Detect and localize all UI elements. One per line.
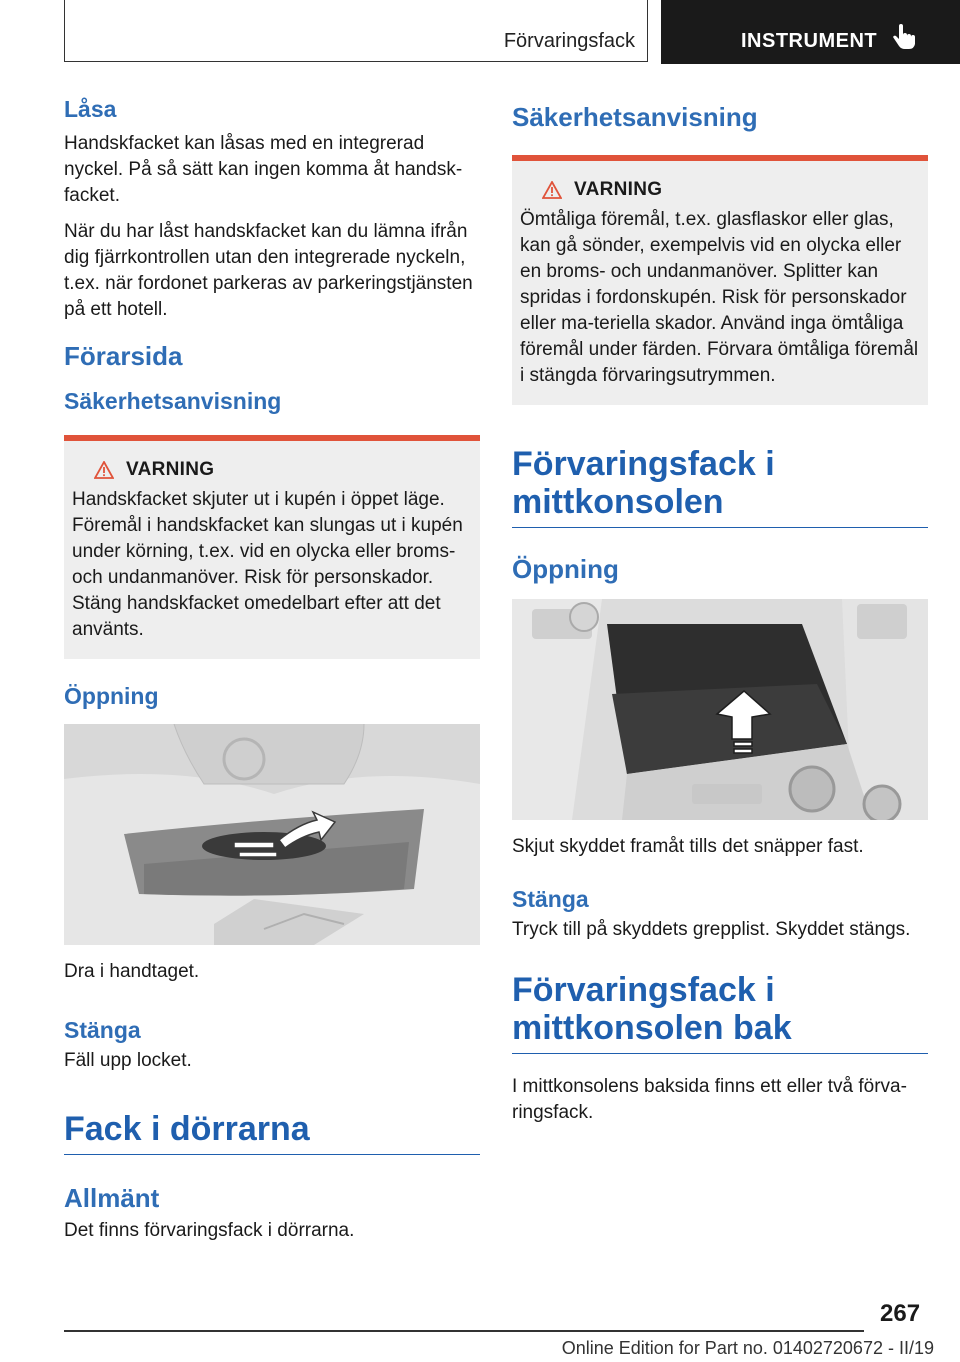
lasa-paragraph-1: Handskfacket kan låsas med en integrerad nyckel. På så sätt kan ingen komma åt handsk-facket.	[64, 133, 463, 206]
left-column	[64, 96, 480, 1254]
warning-text: Ömtåliga föremål, t.ex. glasflaskor eller glas, kan gå sönder, exempelvis vid en olycka eller en broms- och undanmanöver. Splitter kan spridas i fordonskupén. Risk för personskador eller ma-teriella skador. Använd inga ömtåliga föremål under färden. Förvara ömtåliga föremål i stängda förvaringsutrymmen.	[520, 209, 919, 386]
center-console-illustration	[512, 599, 928, 820]
lasa-paragraph-2: När du har låst handskfacket kan du lämna ifrån dig fjärrkontrollen utan den integrerade nyckeln, t.ex. när fordonet parkeras av parkeringstjänsten på ett hotell.	[64, 221, 473, 320]
page-number: 267	[880, 1300, 921, 1327]
section-title: Förvaringsfack	[503, 30, 635, 52]
pointing-hand-icon	[891, 24, 917, 52]
fack-dorrarna-heading: Fack i dörrarna	[64, 1110, 480, 1155]
glovebox-illustration	[64, 724, 480, 945]
chapter-tab	[661, 0, 960, 64]
right-oppning-heading: Öppning	[512, 554, 619, 584]
bak-text: I mittkonsolens baksida finns ett eller två förva-ringsfack.	[512, 1076, 907, 1123]
footer-divider	[64, 1330, 864, 1332]
left-oppning-heading: Öppning	[64, 683, 159, 709]
mittkonsol-heading: Förvaringsfack i mittkonsolen	[512, 445, 928, 528]
section-tab	[64, 0, 648, 62]
left-caption: Dra i handtaget.	[64, 961, 200, 982]
allmant-heading: Allmänt	[64, 1183, 160, 1213]
edition-text: Online Edition for Part no. 01402720672 - II/19	[561, 1338, 934, 1358]
left-stanga-text: Fäll upp locket.	[64, 1050, 192, 1071]
left-safety-heading: Säkerhetsanvisning	[64, 388, 282, 414]
warning-label: VARNING	[126, 459, 215, 480]
right-column	[512, 96, 928, 1136]
left-stanga-heading: Stänga	[64, 1017, 141, 1043]
forarsida-heading: Förarsida	[64, 341, 183, 371]
warning-label: VARNING	[574, 179, 663, 200]
warning-text: Handskfacket skjuter ut i kupén i öppet läge. Föremål i handskfacket kan slungas ut i kupén under körning, t.ex. vid en olycka eller broms- och undanmanöver. Risk för personskador. Stäng handskfacket omedelbart efter att det använts.	[72, 489, 463, 640]
left-warning-box	[64, 435, 480, 659]
warning-triangle-icon	[94, 461, 114, 479]
mittkonsol-bak-heading: Förvaringsfack i mittkonsolen bak	[512, 971, 928, 1054]
right-caption: Skjut skyddet framåt tills det snäpper fast.	[512, 836, 864, 857]
lasa-heading: Låsa	[64, 96, 117, 122]
right-safety-heading: Säkerhetsanvisning	[512, 102, 758, 132]
right-stanga-text: Tryck till på skyddets grepplist. Skyddet stängs.	[512, 919, 911, 940]
warning-triangle-icon	[542, 181, 562, 199]
allmant-text: Det finns förvaringsfack i dörrarna.	[64, 1220, 355, 1241]
right-stanga-heading: Stänga	[512, 886, 589, 912]
page-header	[0, 0, 960, 66]
chapter-title: INSTRUMENT	[741, 30, 878, 52]
right-warning-box	[512, 155, 928, 405]
